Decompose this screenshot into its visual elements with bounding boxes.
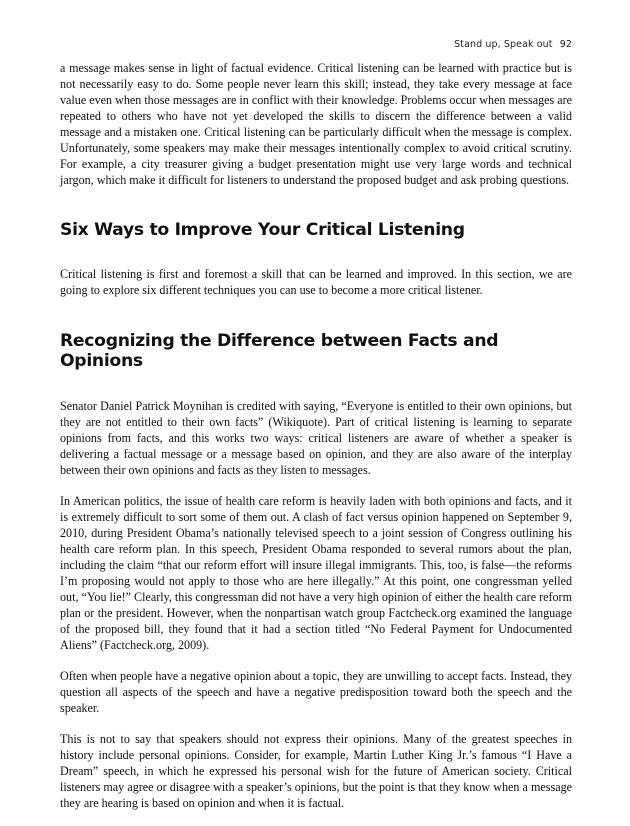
six-ways-paragraph: Critical listening is first and foremost a skill that can be learned and improved. In this section, we are going to explore six different techniques you can use to become a more critical listener. xyxy=(60,267,572,297)
running-header xyxy=(454,39,572,50)
page-number: 92 xyxy=(559,39,572,50)
body-paragraph: Senator Daniel Patrick Moynihan is credited with saying, “Everyone is entitled to their own opinions, but they are not entitled to their own facts” (Wikiquote). Part of critical listening is learning to separate opinions from facts, and this works two ways: critical listeners are aware of whether a speaker is delivering a factual message or a message based on opinion, and they are also aware of the interplay between their own opinions and facts as they listen to messages. xyxy=(60,399,572,477)
intro-paragraph: a message makes sense in light of factual evidence. Critical listening can be learned with practice but is not necessarily easy to do. Some people never learn this skill; instead, they take every message at face value even when those messages are in conflict with their knowledge. Problems occur when messages are repeated to others who have not yet developed the skills to discern the difference between a valid message and a mistaken one. Critical listening can be particularly difficult when the message is complex. Unfortunately, some speakers may make their messages intentionally complex to avoid critical scrutiny. For example, a city treasurer giving a budget presentation might use very large words and technical jargon, which make it difficult for listeners to understand the proposed budget and ask probing questions. xyxy=(60,61,572,187)
body-paragraph: This is not to say that speakers should not express their opinions. Many of the greatest speeches in history include personal opinions. Consider, for example, Martin Luther King Jr.’s famous “I Have a Dream” speech, in which he expressed his personal wish for the future of American society. Critical listeners may agree or disagree with a speaker’s opinions, but the point is that they know when a message they are hearing is based on opinion and when it is factual. xyxy=(60,732,572,810)
body-paragraph: In American politics, the issue of health care reform is heavily laden with both opinions and facts, and it is extremely difficult to sort some of them out. A clash of fact versus opinion happened on September 9, 2010, during President Obama’s nationally televised speech to a joint session of Congress outlining his health care reform plan. In this speech, President Obama responded to several rumors about the plan, including the claim “that our reform effort will insure illegal immigrants. This, too, is false—the reforms I’m proposing would not apply to those who are here illegally.” At this point, one congressman yelled out, “You lie!” Clearly, this congressman did not have a very high opinion of either the health care reform plan or the president. However, when the nonpartisan watch group Factcheck.org examined the language of the proposed bill, they found that it had a section titled “No Federal Payment for Undocumented Aliens” (Factcheck.org, 2009). xyxy=(60,494,572,652)
body-paragraph: Often when people have a negative opinion about a topic, they are unwilling to accept facts. Instead, they question all aspects of the speech and have a negative predisposition toward both the speech and the speaker. xyxy=(60,669,572,715)
running-title: Stand up, Speak out xyxy=(454,39,553,50)
page-content xyxy=(60,60,572,826)
section-heading-facts-opinions: Recognizing the Difference between Facts and Opinions xyxy=(60,331,499,371)
section-heading-six-ways: Six Ways to Improve Your Critical Listening xyxy=(60,220,465,240)
